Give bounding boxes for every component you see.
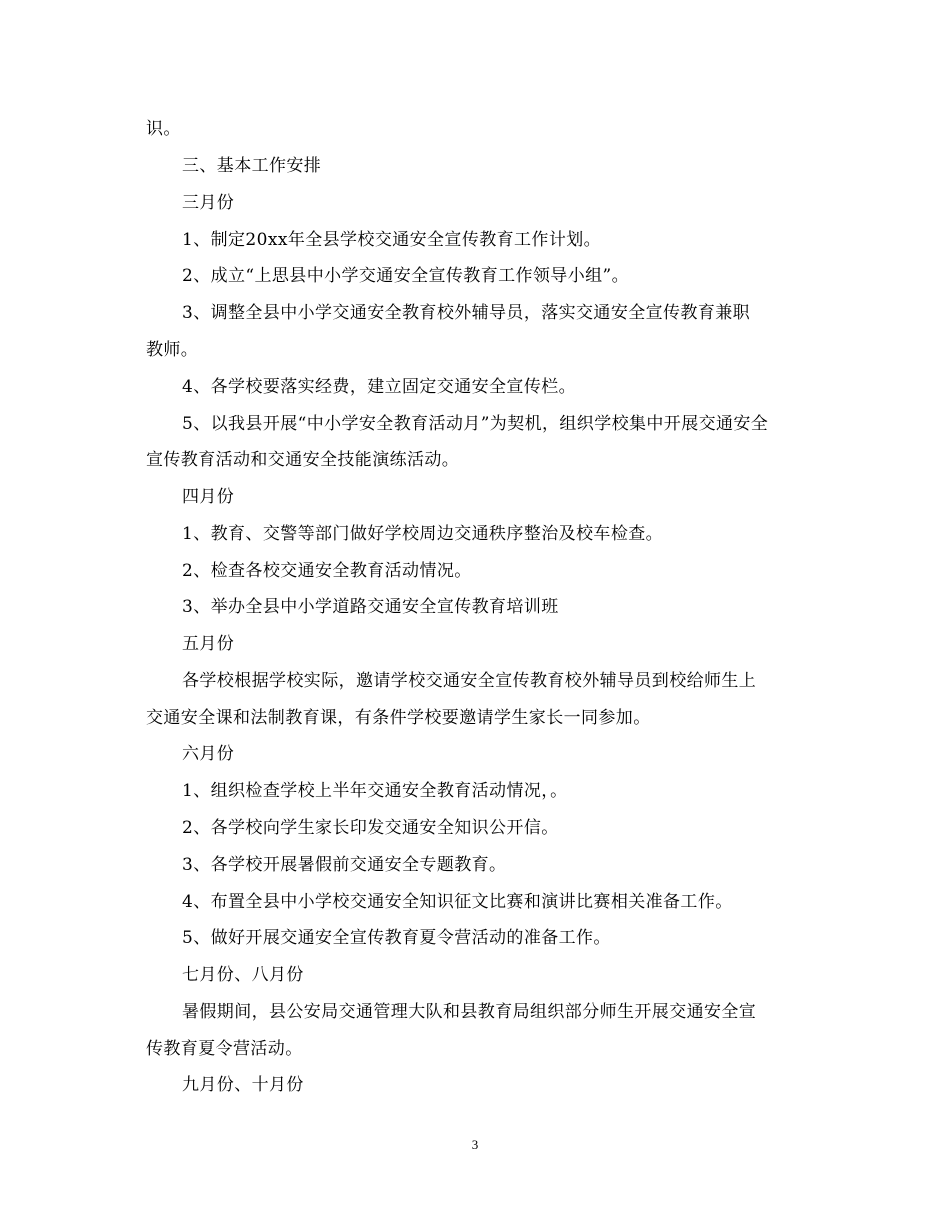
list-item: 2、各学校向学生家长印发交通安全知识公开信。 bbox=[182, 818, 559, 838]
paragraph-continuation: 识。 bbox=[146, 119, 181, 139]
list-item: 1、组织检查学校上半年交通安全教育活动情况，。 bbox=[182, 781, 568, 801]
paragraph: 暑假期间，县公安局交通管理大队和县教育局组织部分师生开展交通安全宣 bbox=[182, 1002, 757, 1022]
list-item: 4、布置全县中小学校交通安全知识征文比赛和演讲比赛相关准备工作。 bbox=[182, 892, 733, 912]
month-heading-march: 三月份 bbox=[182, 193, 235, 213]
month-heading-april: 四月份 bbox=[182, 487, 235, 507]
page-number: 3 bbox=[471, 1137, 479, 1152]
list-item: 1、教育、交警等部门做好学校周边交通秩序整治及校车检查。 bbox=[182, 524, 664, 544]
month-heading-june: 六月份 bbox=[182, 744, 235, 764]
list-item: 2、成立“上思县中小学交通安全宣传教育工作领导小组”。 bbox=[182, 266, 629, 286]
list-item: 2、检查各校交通安全教育活动情况。 bbox=[182, 561, 472, 581]
list-item: 3、举办全县中小学道路交通安全宣传教育培训班 bbox=[182, 597, 559, 617]
list-item-continuation: 宣传教育活动和交通安全技能演练活动。 bbox=[146, 450, 460, 470]
list-item: 5、做好开展交通安全宣传教育夏令营活动的准备工作。 bbox=[182, 928, 611, 948]
list-item: 3、各学校开展暑假前交通安全专题教育。 bbox=[182, 855, 507, 875]
month-heading-may: 五月份 bbox=[182, 634, 235, 654]
month-heading-july-august: 七月份、八月份 bbox=[182, 965, 304, 985]
list-item: 3、调整全县中小学交通安全教育校外辅导员，落实交通安全宣传教育兼职 bbox=[182, 303, 751, 323]
list-item: 5、以我县开展“中小学安全教育活动月”为契机，组织学校集中开展交通安全 bbox=[182, 414, 769, 434]
paragraph-continuation: 传教育夏令营活动。 bbox=[146, 1039, 303, 1059]
month-heading-september-october: 九月份、十月份 bbox=[182, 1075, 304, 1095]
section-heading: 三、基本工作安排 bbox=[182, 156, 322, 176]
paragraph: 各学校根据学校实际，邀请学校交通安全宣传教育校外辅导员到校给师生上 bbox=[182, 671, 757, 691]
paragraph-continuation: 交通安全课和法制教育课，有条件学校要邀请学生家长一同参加。 bbox=[146, 708, 651, 728]
list-item: 4、各学校要落实经费，建立固定交通安全宣传栏。 bbox=[182, 377, 577, 397]
list-item: 1、制定20xx年全县学校交通安全宣传教育工作计划。 bbox=[182, 230, 602, 250]
list-item-continuation: 教师。 bbox=[146, 340, 199, 360]
